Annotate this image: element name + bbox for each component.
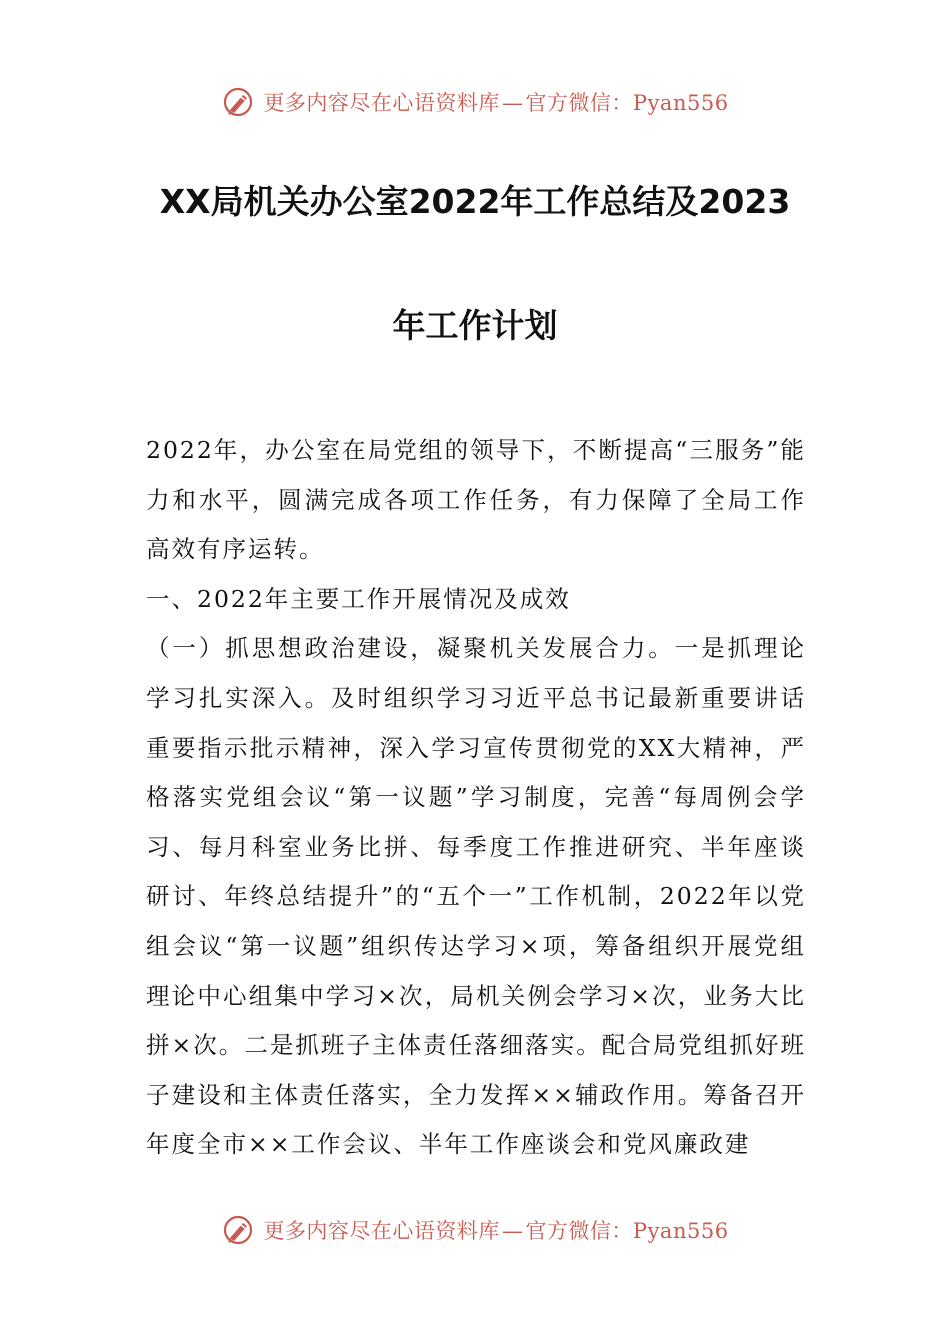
pen-circle-logo-icon: [221, 1213, 255, 1247]
document-body: [146, 426, 806, 1170]
section-heading: 一、2022年主要工作开展情况及成效: [146, 584, 571, 613]
watermark-banner-top: [0, 80, 950, 124]
pen-circle-logo-icon: [221, 85, 255, 119]
watermark-text: 更多内容尽在心语资料库—官方微信：Pyan556: [263, 91, 729, 115]
document-title-line-1: XX局机关办公室2022年工作总结及2023: [159, 182, 791, 221]
watermark-text: 更多内容尽在心语资料库—官方微信：Pyan556: [263, 1219, 729, 1243]
document-title-line-2: 年工作计划: [392, 306, 558, 345]
paragraph-intro: 2022年，办公室在局党组的领导下，不断提高“三服务”能力和水平，圆满完成各项工作任务，有力保障了全局工作高效有序运转。: [146, 436, 806, 564]
watermark-banner-bottom: [0, 1208, 950, 1252]
paragraph-section-1: （一）抓思想政治建设，凝聚机关发展合力。一是抓理论学习扎实深入。及时组织学习习近平总书记最新重要讲话重要指示批示精神，深入学习宣传贯彻党的XX大精神，严格落实党组会议“第一议题”学习制度，完善“每周例会学习、每月科室业务比拼、每季度工作推进研究、半年座谈研讨、年终总结提升”的“五个一”工作机制，2022年以党组会议“第一议题”组织传达学习×项，筹备组织开展党组理论中心组集中学习×次，局机关例会学习×次，业务大比拼×次。二是抓班子主体责任落细落实。配合局党组抓好班子建设和主体责任落实，全力发挥××辅政作用。筹备召开年度全市××工作会议、半年工作座谈会和党风廉政建: [146, 634, 806, 1159]
